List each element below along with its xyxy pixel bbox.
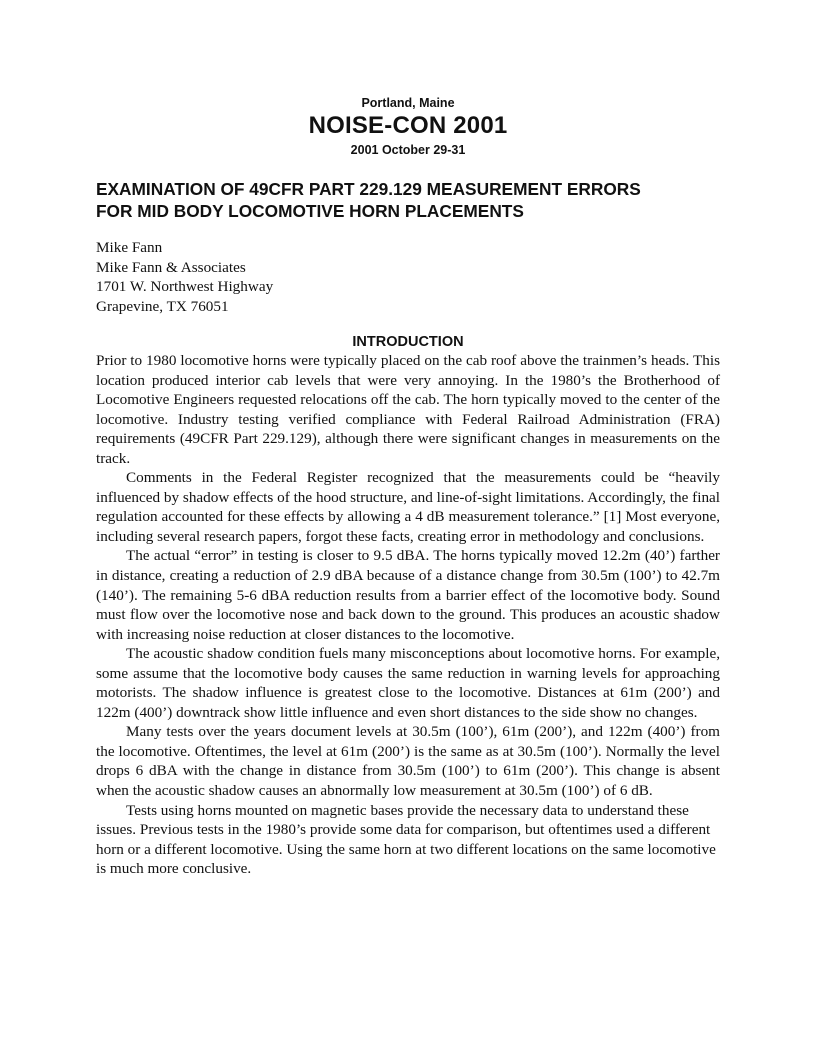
paper-title-line-2: FOR MID BODY LOCOMOTIVE HORN PLACEMENTS — [96, 201, 524, 221]
conference-location: Portland, Maine — [361, 96, 455, 110]
paragraph-4: The acoustic shadow condition fuels many misconceptions about locomotive horns. For example, some assume that the locomotive body causes the same reduction in warning levels for approaching motorists. The shadow influence is greatest close to the locomotive. Distances at 61m (200’) and 122m (400’) downtrack show little influence and even short distances to the side show no changes. — [96, 645, 720, 721]
paragraph-5: Many tests over the years document levels at 30.5m (100’), 61m (200’), and 122m (400’) from the locomotive. Oftentimes, the level at 61m (200’) is the same as at 30.5m (100’). Normally the level drops 6 dBA with the change in distance from 30.5m (100’) to 61m (200’). This change is absent when the acoustic shadow causes an abnormally low measurement at 30.5m (100’) of 6 dB. — [96, 723, 720, 800]
author-street: 1701 W. Northwest Highway — [96, 278, 274, 296]
author-block — [96, 238, 496, 316]
paragraph-1: Prior to 1980 locomotive horns were typically placed on the cab roof above the trainmen’s heads. This location produced interior cab levels that were very annoying. In the 1980’s the Brotherhood of Locomotive Engineers requested relocations off the cab. The horn typically moved to the center of the locomotive. Industry testing verified compliance with Federal Railroad Administration (FRA) requirements (49CFR Part 229.129), although there were significant changes in measurements on the track. — [96, 352, 720, 467]
author-organization: Mike Fann & Associates — [96, 258, 246, 276]
paper-title — [96, 178, 736, 222]
author-name: Mike Fann — [96, 239, 163, 256]
section-body — [96, 351, 720, 879]
paper-title-line-1: EXAMINATION OF 49CFR PART 229.129 MEASUREMENT ERRORS — [96, 179, 641, 199]
conference-dates: 2001 October 29-31 — [350, 143, 466, 157]
section-heading: INTRODUCTION — [352, 334, 464, 350]
author-city: Grapevine, TX 76051 — [96, 297, 229, 315]
conference-name: NOISE-CON 2001 — [308, 112, 508, 139]
paragraph-6: Tests using horns mounted on magnetic bases provide the necessary data to understand these issues. Previous tests in the 1980’s provide some data for comparison, but oftentimes used a different horn or a different locomotive. Using the same horn at two different locations on the same locomotive is much more conclusive. — [96, 801, 716, 878]
paragraph-3: The actual “error” in testing is closer to 9.5 dBA. The horns typically moved 12.2m (40’) farther in distance, creating a reduction of 2.9 dBA because of a distance change from 30.5m (100’) to 42.7m (140’). The remaining 5-6 dBA reduction results from a barrier effect of the locomotive body. Sound must flow over the locomotive nose and back down to the ground. This produces an acoustic shadow with increasing noise reduction at closer distances to the locomotive. — [96, 547, 720, 643]
paragraph-2: Comments in the Federal Register recognized that the measurements could be “heavily influenced by shadow effects of the hood structure, and line-of-sight limitations. Accordingly, the final regulation accounted for these effects by allowing a 4 dB measurement tolerance.” [1] Most everyone, including several research papers, forgot these facts, creating error in methodology and conclusions. — [96, 469, 720, 545]
